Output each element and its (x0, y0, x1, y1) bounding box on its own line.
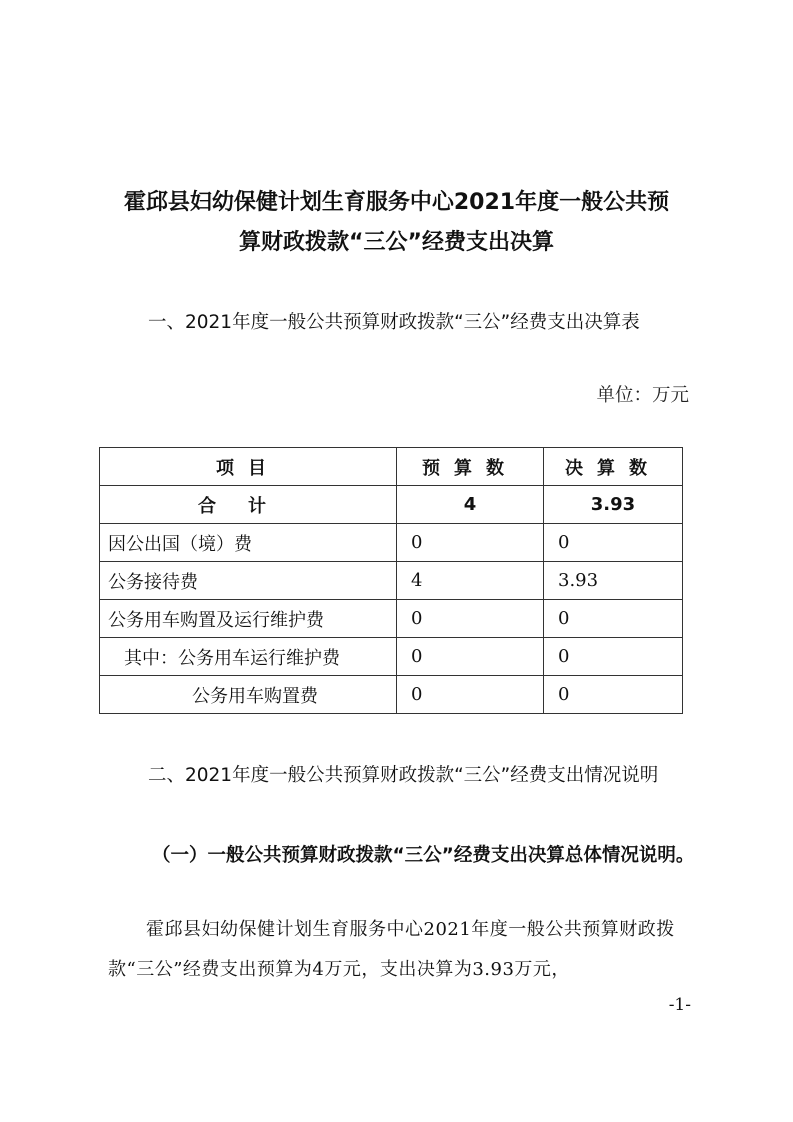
unit-label: 单位：万元 (596, 385, 689, 406)
budget-table (99, 447, 683, 714)
row-actual: 0 (544, 676, 683, 714)
header-actual: 决算数 (544, 448, 683, 486)
header-budget: 预算数 (397, 448, 544, 486)
document-title-line-2: 算财政拨款“三公”经费支出决算 (239, 230, 554, 255)
total-label: 合计 (100, 486, 397, 524)
total-row (100, 486, 683, 524)
table-row (100, 638, 683, 676)
header-item: 项目 (100, 448, 397, 486)
row-actual: 3.93 (544, 562, 683, 600)
row-budget: 0 (397, 524, 544, 562)
row-budget: 4 (397, 562, 544, 600)
row-budget: 0 (397, 676, 544, 714)
section-2-body: 霍邱县妇幼保健计划生育服务中心2021年度一般公共预算财政拨款“三公”经费支出预算为4万元，支出决算为3.93万元， (108, 919, 675, 980)
row-label: 公务用车购置及运行维护费 (100, 600, 397, 638)
row-actual: 0 (544, 638, 683, 676)
table-row (100, 676, 683, 714)
row-budget: 0 (397, 638, 544, 676)
row-label: 公务用车购置费 (100, 676, 397, 714)
row-budget: 0 (397, 600, 544, 638)
table-row (100, 600, 683, 638)
page-number: -1- (668, 995, 691, 1015)
document-title-line-1: 霍邱县妇幼保健计划生育服务中心2021年度一般公共预 (123, 190, 670, 215)
table-row (100, 524, 683, 562)
table-header-row (100, 448, 683, 486)
total-budget: 4 (397, 486, 544, 524)
row-label: 公务接待费 (100, 562, 397, 600)
row-label: 因公出国（境）费 (100, 524, 397, 562)
row-label: 其中：公务用车运行维护费 (100, 638, 397, 676)
table-row (100, 562, 683, 600)
total-actual: 3.93 (544, 486, 683, 524)
section-2-heading: 二、2021年度一般公共预算财政拨款“三公”经费支出情况说明 (148, 765, 659, 786)
section-1-heading: 一、2021年度一般公共预算财政拨款“三公”经费支出决算表 (148, 312, 640, 333)
row-actual: 0 (544, 524, 683, 562)
row-actual: 0 (544, 600, 683, 638)
section-2-subheading: （一）一般公共预算财政拨款“三公”经费支出决算总体情况说明。 (152, 845, 695, 866)
